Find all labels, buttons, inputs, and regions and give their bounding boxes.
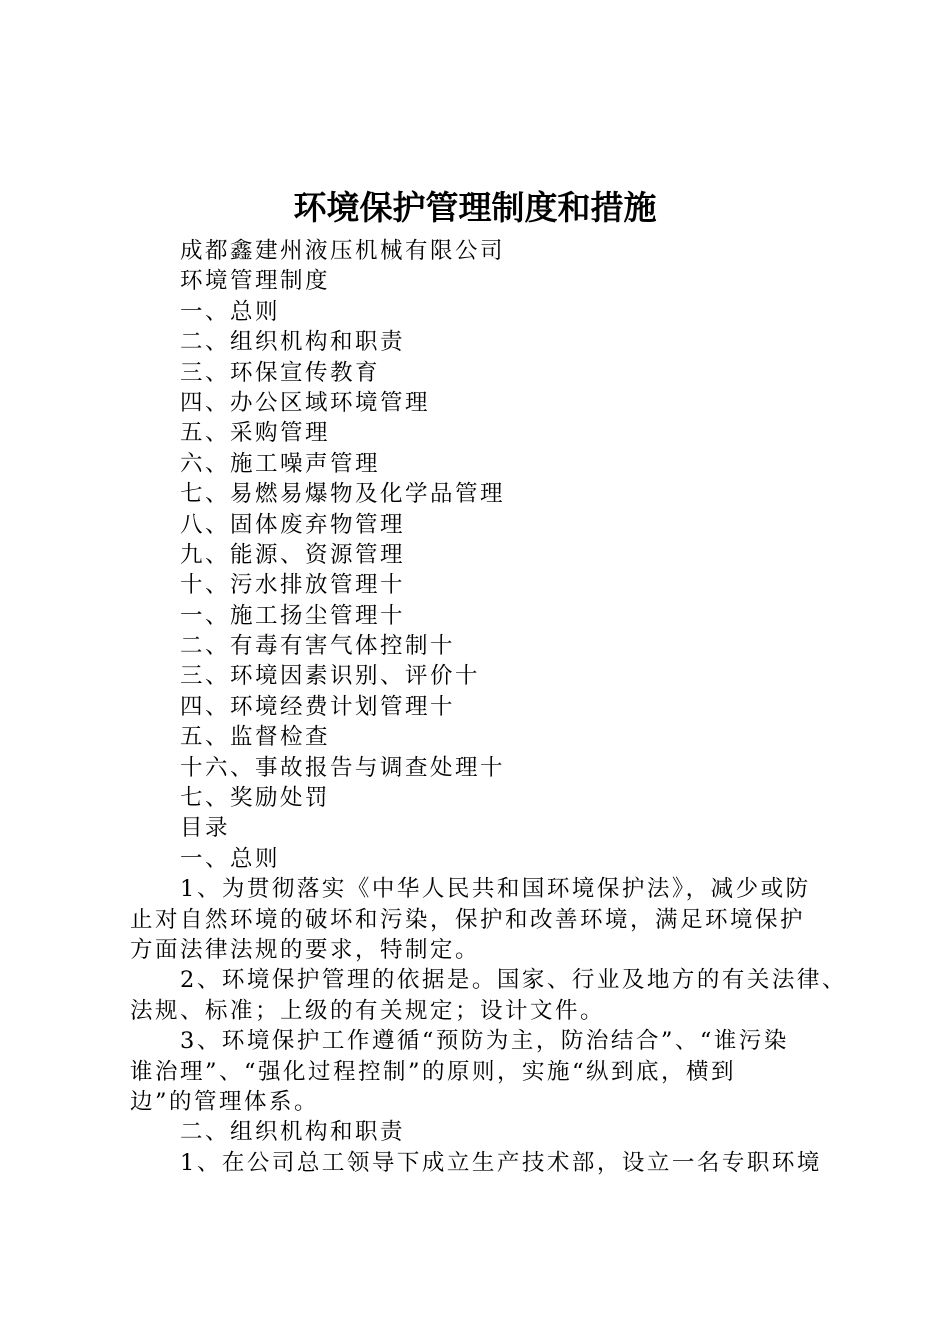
- paragraph-line: 3、环境保护工作遵循“预防为主，防治结合”、“谁污染: [180, 1028, 789, 1055]
- toc-item: 十六、事故报告与调查处理十: [180, 754, 506, 781]
- toc-list: [130, 297, 850, 814]
- paragraph-line: 1、为贯彻落实《中华人民共和国环境保护法》，减少或防: [180, 876, 811, 903]
- document-body: [130, 236, 850, 1178]
- toc-item: 十、污水排放管理十: [180, 572, 406, 599]
- doc-name: 环境管理制度: [180, 268, 331, 295]
- toc-item: 三、环境因素识别、评价十: [180, 663, 481, 690]
- toc-item: 九、能源、资源管理: [180, 541, 406, 568]
- paragraph: [130, 965, 850, 1026]
- toc-item: 六、施工噪声管理: [180, 450, 381, 477]
- paragraph-line: 2、环境保护管理的依据是。国家、行业及地方的有关法律、: [180, 967, 847, 994]
- toc-item: 二、组织机构和职责: [180, 329, 406, 356]
- paragraph-line: 1、在公司总工领导下成立生产技术部，设立一名专职环境: [180, 1149, 822, 1176]
- toc-item: 八、固体废弃物管理: [180, 511, 406, 538]
- toc-item: 七、奖励处罚: [180, 785, 331, 812]
- company-name: 成都鑫建州液压机械有限公司: [180, 238, 506, 264]
- document-title: 环境保护管理制度和措施: [293, 188, 657, 227]
- paragraph: [130, 1148, 850, 1178]
- toc-item: 四、办公区域环境管理: [180, 389, 431, 416]
- paragraph: [130, 1026, 850, 1117]
- toc-item: 一、总则: [180, 298, 281, 325]
- toc-label: 目录: [180, 815, 231, 842]
- toc-item: 一、施工扬尘管理十: [180, 602, 406, 629]
- toc-item: 五、采购管理: [180, 420, 331, 447]
- toc-item: 二、有毒有害气体控制十: [180, 633, 456, 660]
- toc-item: 四、环境经费计划管理十: [180, 693, 456, 720]
- paragraph-line: 谁治理”、“强化过程控制”的原则，实施“纵到底，横到: [130, 1058, 737, 1085]
- section-heading: 二、组织机构和职责: [180, 1119, 406, 1146]
- toc-item: 七、易燃易爆物及化学品管理: [180, 481, 506, 508]
- paragraph-line: 边”的管理体系。: [130, 1088, 320, 1115]
- paragraph-line: 方面法律法规的要求，特制定。: [130, 936, 481, 963]
- toc-item: 三、环保宣传教育: [180, 359, 381, 386]
- section-heading: 一、总则: [180, 845, 281, 872]
- paragraph: [130, 874, 850, 965]
- toc-item: 五、监督检查: [180, 724, 331, 751]
- paragraph-line: 法规、标准；上级的有关规定；设计文件。: [130, 997, 606, 1024]
- paragraph-line: 止对自然环境的破坏和污染，保护和改善环境，满足环境保护: [130, 906, 806, 933]
